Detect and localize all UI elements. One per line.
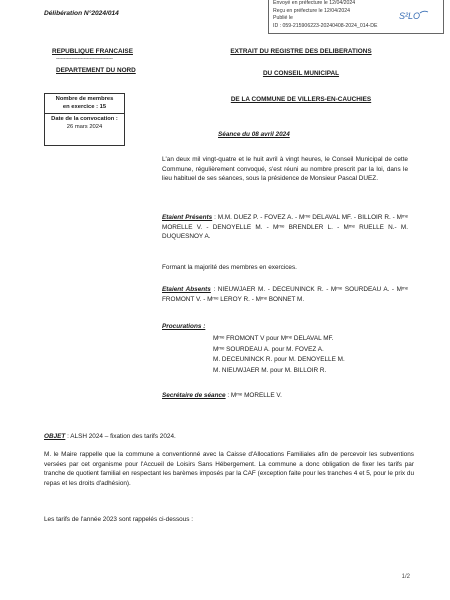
body-paragraph: M. le Maire rappelle que la commune a conventionné avec la Caisse d'Allocations Familiales afin de percevoir les subventions versées par cet organisme pour l'Accueil de Loisirs Sans Hébergement. La commune a donc obligation de fixer les tarifs par tranche de quotient familial en respectant les barèmes imposés par la CAF (exception faite pour les tranches 4 et 5, pour le prix du repas et les droits d'adhésion). bbox=[44, 451, 414, 487]
presents-list: : M.M. DUEZ P. - FOVEZ A. - Mᵐᵉ DELAVAL MF. - BILLOIR R. - Mᵐᵉ MORELLE V. - DENOYELLE M. - Mᵐᵉ BRENDLER L. - Mᵐᵉ RUELLE N.- M. DUQUESNOY A. bbox=[162, 214, 408, 241]
presents-block bbox=[162, 213, 408, 242]
prefecture-stamp bbox=[268, 0, 444, 34]
deliberation-number: Délibération N°2024/014 bbox=[44, 10, 119, 17]
objet-text: : ALSH 2024 – fixation des tarifs 2024. bbox=[65, 433, 176, 440]
absents-block bbox=[162, 285, 408, 304]
members-label: Nombre de membres bbox=[55, 96, 114, 102]
stamp-line: Reçu en préfecture le 12/04/2024 bbox=[273, 7, 351, 14]
secretaire-block bbox=[162, 391, 408, 401]
divider-dashes: ------------------------------------- bbox=[56, 56, 113, 62]
page-number: 1/2 bbox=[401, 574, 410, 580]
procuration-item: Mᵐᵉ FROMONT V pour Mᵐᵉ DELAVAL MF. bbox=[213, 335, 334, 342]
s2lo-logo bbox=[399, 9, 429, 23]
republic-label: REPUBLIQUE FRANCAISE bbox=[52, 48, 133, 55]
absents-label: Etaient Absents bbox=[162, 286, 211, 293]
procurations-block bbox=[162, 323, 205, 330]
council-title: DU CONSEIL MUNICIPAL bbox=[262, 70, 340, 77]
procuration-item: M. DECEUNINCK R. pour M. DENOYELLE M. bbox=[213, 356, 345, 364]
tarifs-intro: Les tarifs de l'année 2023 sont rappelés ci-dessous : bbox=[44, 516, 194, 523]
secretaire-name: : Mᵐᵉ MORELLE V. bbox=[225, 392, 282, 399]
commune-title: DE LA COMMUNE DE VILLERS-EN-CAUCHIES bbox=[230, 96, 372, 103]
convocation-date: 26 mars 2024 bbox=[66, 123, 103, 130]
department-label: DEPARTEMENT DU NORD bbox=[56, 67, 136, 74]
majority-statement: Formant la majorité des membres en exercices. bbox=[162, 264, 297, 271]
procuration-item: Mᵐᵉ SOURDEAU A. pour M. FOVEZ A. bbox=[213, 345, 324, 353]
stamp-line: Envoyé en préfecture le 12/04/2024 bbox=[273, 0, 356, 6]
members-value: en exercice : 15 bbox=[62, 103, 107, 110]
procurations-label: Procurations : bbox=[162, 323, 206, 330]
members-box bbox=[44, 93, 125, 146]
objet-block bbox=[44, 432, 414, 442]
stamp-line: Publié le bbox=[273, 15, 293, 22]
secretaire-label: Secrétaire de séance bbox=[162, 392, 226, 399]
registry-title: EXTRAIT DU REGISTRE DES DELIBERATIONS bbox=[230, 48, 372, 55]
convocation-label: Date de la convocation : bbox=[45, 113, 124, 124]
seance-date: Séance du 08 avril 2024 bbox=[218, 131, 290, 138]
intro-paragraph: L'an deux mil vingt-quatre et le huit avril à vingt heures, le Conseil Municipal de cette Commune, régulièrement convoqué, s'est réuni au nombre prescrit par la loi, dans le lieu habituel de ses séances, sous la présidence de Monsieur Pascal DUEZ. bbox=[162, 156, 408, 183]
presents-label: Etaient Présents bbox=[162, 214, 213, 221]
objet-label: OBJET bbox=[44, 433, 66, 440]
procuration-item: M. NIEUWJAER M. pour M. BILLOIR R. bbox=[213, 366, 327, 374]
stamp-line: ID : 059-215906223-20240408-2024_014-DE bbox=[273, 22, 378, 29]
procurations-list bbox=[213, 334, 413, 376]
logo-text: S²LO bbox=[399, 11, 421, 21]
absents-list: : NIEUWJAER M. - DECEUNINCK R. - Mᵐᵉ SOURDEAU A. - Mᵐᵉ FROMONT V. - Mᵐᵉ LEROY R. - Mᵐᵉ BONNET M. bbox=[162, 286, 409, 303]
